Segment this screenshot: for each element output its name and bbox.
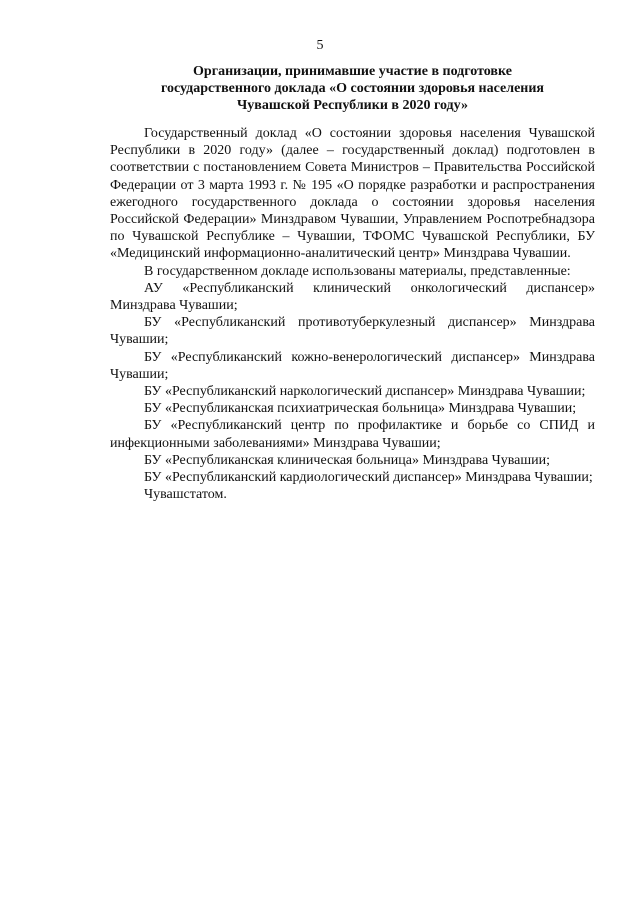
heading-line-1: Организации, принимавшие участие в подготовке <box>193 64 512 79</box>
organization-item: АУ «Республиканский клинический онкологический диспансер» Минздрава Чувашии; <box>110 280 595 314</box>
materials-intro-paragraph: В государственном докладе использованы материалы, представленные: <box>144 263 571 279</box>
heading-line-3: Чувашской Республики в 2020 году» <box>237 98 468 113</box>
document-heading <box>110 63 595 114</box>
organization-item: БУ «Республиканский противотуберкулезный диспансер» Минздрава Чувашии; <box>110 315 595 348</box>
organization-item: Чувашстатом. <box>144 487 227 503</box>
organization-item: БУ «Республиканский кожно-венерологический диспансер» Минздрава Чувашии; <box>110 349 595 382</box>
organization-item: БУ «Республиканская психиатрическая больница» Минздрава Чувашии; <box>144 401 577 417</box>
page-number: 5 <box>316 38 324 53</box>
heading-line-2: государственного доклада «О состоянии здоровья населения <box>160 81 544 96</box>
organization-item: БУ «Республиканский наркологический диспансер» Минздрава Чувашии; <box>144 384 586 400</box>
organization-item: БУ «Республиканский кардиологический диспансер» Минздрава Чувашии; <box>144 470 593 486</box>
organization-item: БУ «Республиканский центр по профилактике и борьбе со СПИД и инфекционными заболеваниями» Минздрава Чувашии; <box>110 418 595 451</box>
organization-item: БУ «Республиканская клиническая больница» Минздрава Чувашии; <box>144 452 551 468</box>
intro-paragraph: Государственный доклад «О состоянии здоровья населения Чувашской Республики в 2020 году» (далее – государственный доклад) подготовлен в соответствии с постановлением Совета Министров – Правительства Российской Федерации от 3 марта 1993 г. № 195 «О порядке разработки и распространения ежегодного государственного доклада о состоянии здоровья населения Российской Федерации» Минздравом Чувашии, Управлением Роспотребнадзора по Чувашской Республике – Чувашии, ТФОМС Чувашской Республики, БУ «Медицинский информационно-аналитический центр» Минздрава Чувашии. <box>110 126 595 262</box>
document-body <box>110 125 595 503</box>
